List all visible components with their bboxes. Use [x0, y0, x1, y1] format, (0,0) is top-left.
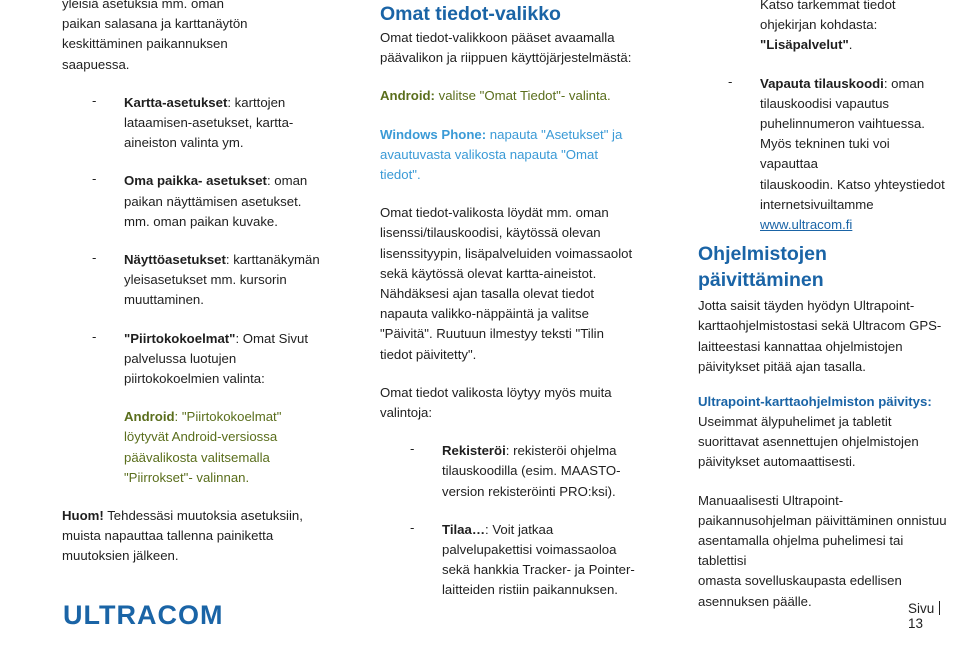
android-instruction: Android: valitse "Omat Tiedot"- valinta.	[380, 88, 611, 104]
own-info-intro: Omat tiedot-valikkoon pääset avaamalla päävalikon ja riippuen käyttöjärjestelmästä:	[380, 30, 632, 66]
other-options-intro: Omat tiedot valikosta löytyy myös muita valintoja:	[380, 384, 612, 421]
list-item-display-settings: - Näyttöasetukset: karttanäkymän yleisasetukset mm. kursorin muuttaminen.	[92, 250, 320, 308]
list-item-order: - Tilaa…: Voit jatkaa palvelupakettisi voimassaoloa sekä hankkia Tracker- ja Pointer- laitteiden ristiin paikannuksen.	[410, 519, 635, 598]
list-item-drawings: - "Piirtokokoelmat": Omat Sivut palvelussa luotujen piirtokokoelmien valinta: Android: "Piirtokokoelmat" löytyvät Android-versiossa päävalikosta valitsemalla "Piirrokset"- valinnan.	[62, 329, 327, 488]
section-heading-own-info: Omat tiedot-valikko	[380, 3, 561, 25]
list-item-register: - Rekisteröi: rekisteröi ohjelma tilauskoodilla (esim. MAASTO- version rekisteröinti PRO:ksi).	[410, 441, 621, 499]
note-paragraph: Huom! Tehdessäsi muutoksia asetuksiin, muista napauttaa tallenna painiketta muutoksien jälkeen.	[62, 508, 303, 564]
update-intro: Jotta saisit täyden hyödyn Ultrapoint- karttaohjelmistostasi sekä Ultracom GPS- laitteestasi kannattaa ohjelmistojen päivitykset pitää ajan tasalla.	[698, 298, 942, 374]
section-heading-software-update: Ohjelmistojen päivittäminen	[698, 243, 827, 292]
list-item-release-code: - Vapauta tilauskoodi: oman tilauskoodisi vapautus puhelinnumeron vaihtuessa. Myös tekninen tuki voi vapauttaa tilauskoodin. Katso yhteystiedot internetsivuiltamme www.ultracom.fi	[728, 73, 945, 233]
manual-update-paragraph: Manuaalisesti Ultrapoint- paikannusohjelman päivittäminen onnistuu asentamalla ohjelma puhelimesi tai tablettisi omasta sovelluskaupasta edellisen asennuksen päälle.	[698, 492, 947, 609]
windows-phone-instruction: Windows Phone: napauta "Asetukset" ja avautuvasta valikosta napauta "Omat tiedot".	[380, 126, 623, 183]
own-info-details: Omat tiedot-valikosta löydät mm. oman lisenssi/tilauskoodisi, käytössä olevan lisenssityypin, lisäpalveluiden voimassaolot sekä käytössä olevat kartta-aineistot. Nähdäksesi ajan tasalla olevat tiedot napauta valikko-näppäintä ja valitse "Päivitä". Ruutuun ilmestyy teksti "Tilin tiedot päivitetty".	[380, 205, 633, 362]
android-note: Android: "Piirtokokoelmat" löytyvät Android-versiossa päävalikosta valitsemalla "Piirrokset"- valinnan.	[124, 409, 282, 485]
column-right	[698, 0, 950, 612]
column-middle	[380, 0, 650, 601]
ultracom-website-link[interactable]: www.ultracom.fi	[760, 217, 853, 233]
intro-paragraph: yleisiä asetuksia mm. oman paikan salasana ja karttanäytön keskittäminen paikannuksen saapuessa.	[62, 0, 248, 72]
column-left	[62, 0, 327, 567]
ultracom-logo: ULTRACOM	[63, 600, 224, 630]
list-item-own-position-settings: - Oma paikka- asetukset: oman paikan näyttämisen asetukset. mm. oman paikan kuvake.	[92, 171, 308, 229]
list-item-map-settings: - Kartta-asetukset: karttojen lataamisen-asetukset, kartta- aineiston valinta ym.	[92, 92, 294, 151]
top-continuation: Katso tarkemmat tiedot ohjekirjan kohdasta: "Lisäpalvelut".	[760, 0, 896, 53]
auto-update-paragraph: Useimmat älypuhelimet ja tabletit suorittavat asennettujen ohjelmistojen päivitykset automaattisesti.	[698, 414, 919, 470]
subheading-map-software-update: Ultrapoint-karttaohjelmiston päivitys:	[698, 394, 932, 410]
page-number: Sivu13	[908, 601, 959, 631]
